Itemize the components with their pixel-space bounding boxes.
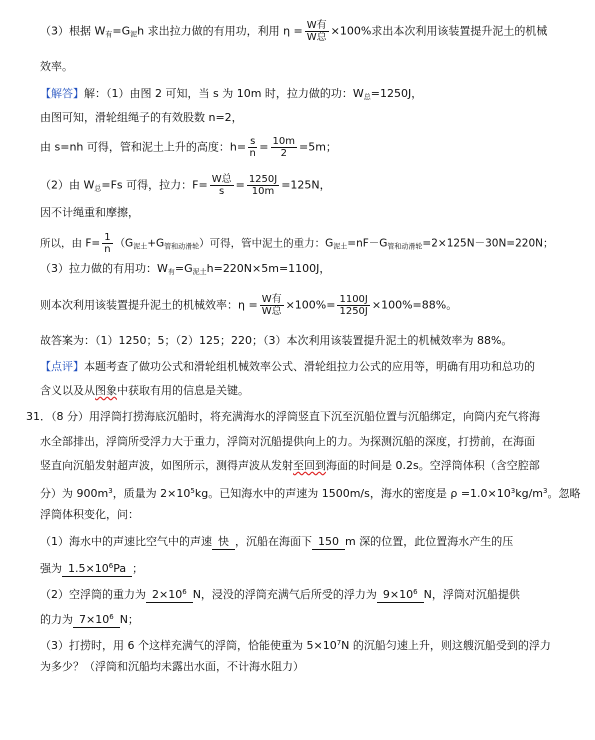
answer-blank: $1.5\times 10^6Pa$ xyxy=(62,559,132,577)
text-line: （2）由 $W_总=Fs$ 可得，拉力：F= $\frac{\text{W总}}{s}$ = $\frac{1250J}{10m}$ =125N， xyxy=(40,174,331,197)
question-31: 31．（8 分）用浮筒打捞海底沉船时，将充满海水的浮筒竖直下沉至沉船位置与沉船绑定，向筒内充气将海 xyxy=(26,410,540,423)
fraction: $\frac{\text{W有}}{\text{W总}}$ xyxy=(306,20,327,43)
text-line: 所以，由 F= $\frac{1}{n}$ $(G_{泥土}+G_{管和动滑轮})$可得，管中泥土的重力：$G_{泥土}=nF-G_{管和动滑轮}=2\times 125N-30N=220N$； xyxy=(40,232,554,255)
answer-blank: $2\times 10^6$ xyxy=(146,585,193,603)
text-line: 竖直向沉船发射超声波，如图所示，测得声波从发射至回到海面的时间是 0.2s。空浮筒体积（含空腔部 xyxy=(40,459,540,472)
text-line: （3）根据 $W_有=G_泥h$ 求出拉力做的有用功，利用 η = $\frac{\text{W有}}{\text{W总}}$ ×100%求出本次利用该装置提升泥土的机械 xyxy=(40,20,548,43)
text-line: 【点评】本题考查了做功公式和滑轮组机械效率公式、滑轮组拉力公式的应用等，明确有用功和总功的 xyxy=(40,360,535,373)
text-line: （3）打捞时，用 6 个这样充满气的浮筒，恰能使重为 $5\times 10^7N$ 的沉船匀速上升，则这艘沉船受到的浮力 xyxy=(40,639,551,652)
text-line: （2）空浮筒的重力为 $2\times 10^6$ N，浸没的浮筒充满气后所受的浮力为 $9\times 10^6$ N，浮筒对沉船提供 xyxy=(40,585,520,603)
text-line: 的力为 $7\times 10^6$ N； xyxy=(40,610,139,628)
fraction: $\frac{1250J}{10m}$ xyxy=(248,174,278,197)
text-line: 浮筒体积变化，问： xyxy=(40,508,139,521)
text-line: 水全部排出，浮筒所受浮力大于重力，浮筒对沉船提供向上的力。为探测沉船的深度，打捞前，在海面 xyxy=(40,435,535,448)
fraction: $\frac{1}{n}$ xyxy=(104,232,111,255)
answer-blank: 快 xyxy=(212,535,235,550)
text-line: 则本次利用该装置提升泥土的机械效率：η = $\frac{\text{W有}}{\text{W总}}$ ×100%= $\frac{1100J}{1250J}$ ×100%=88%。 xyxy=(40,294,458,317)
text-line: 故答案为：（1）1250；5；（2）125；220；（3）本次利用该装置提升泥土的机械效率为 88%。 xyxy=(40,334,513,347)
fraction: $\frac{s}{n}$ xyxy=(249,136,256,159)
text-line: （3）拉力做的有用功：$W_有=G_{泥土}h=220N\times 5m=1100J$， xyxy=(40,262,331,276)
text-line: 分）为 $900m^3$，质量为 $2\times 10^5kg$。已知海水中的声速为 1500m/s，海水的密度是 $\rho =1.0\times 10^3kg/m^3$。忽略 xyxy=(40,487,581,500)
answer-blank: $9\times 10^6$ xyxy=(377,585,424,603)
text-line: （1）海水中的声速比空气中的声速 快 ，沉船在海面下 150 m 深的位置，此位置海水产生的压 xyxy=(40,535,514,548)
text-line: 含义以及从图象中获取有用的信息是关键。 xyxy=(40,384,249,397)
text-line: 【解答】解：（1）由图 2 可知，当 s 为 10m 时，拉力做的功：$W_总=1250J$， xyxy=(40,87,423,101)
fraction: $\frac{10m}{2}$ xyxy=(272,136,295,159)
text-line: 由 s=nh 可得，管和泥土上升的高度：h= $\frac{s}{n}$ = $\frac{10m}{2}$ =5m； xyxy=(40,136,337,159)
text-line: 由图可知，滑轮组绳子的有效股数 n=2， xyxy=(40,111,243,124)
text-line: 强为 $1.5\times 10^6Pa$ ； xyxy=(40,559,143,577)
fraction: $\frac{\text{W有}}{\text{W总}}$ xyxy=(261,294,282,317)
text-line: 为多少？（浮筒和沉船均未露出水面，不计海水阻力） xyxy=(40,660,304,673)
text-line: 因不计绳重和摩擦， xyxy=(40,206,139,219)
comment-tag: 【点评】 xyxy=(40,360,84,373)
fraction: $\frac{1100J}{1250J}$ xyxy=(339,294,368,317)
fraction: $\frac{\text{W总}}{s}$ xyxy=(211,174,232,197)
text-line: 效率。 xyxy=(40,60,73,73)
answer-blank: 150 xyxy=(312,535,345,550)
answer-blank: $7\times 10^6$ xyxy=(73,610,120,628)
answer-tag: 【解答】 xyxy=(40,87,84,100)
